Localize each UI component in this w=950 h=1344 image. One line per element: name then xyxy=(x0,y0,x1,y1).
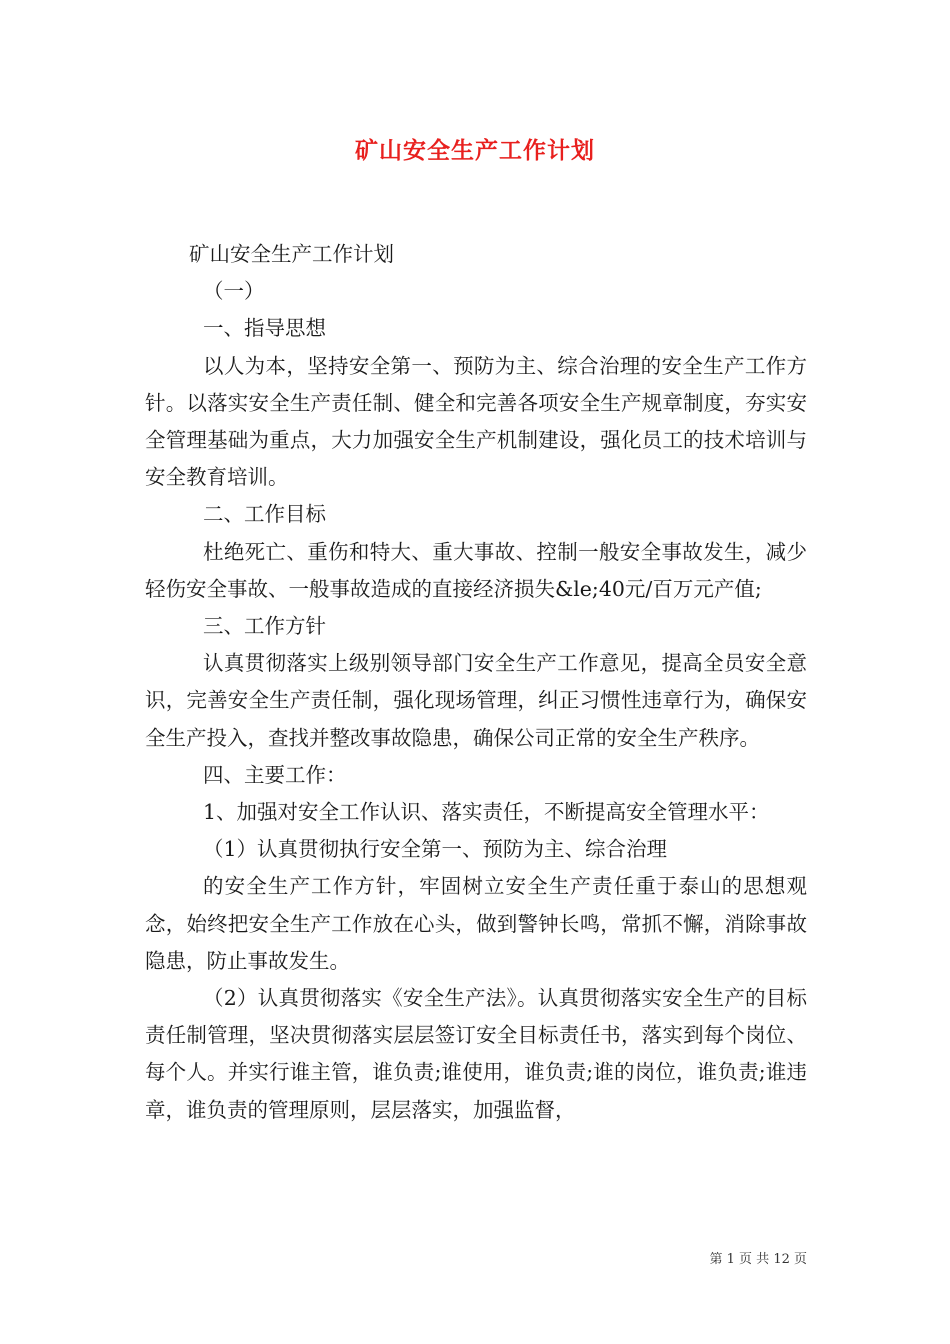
sub-item-2: （2）认真贯彻落实《安全生产法》。认真贯彻落实安全生产的目标责任制管理，坚决贯彻落实层层签订安全目标责任书，落实到每个岗位、每个人。并实行谁主管，谁负责;谁使用，谁负责;谁的岗位，谁负责;谁违章，谁负责的管理原则，层层落实，加强监督， xyxy=(145,986,807,1122)
sub-item-1-body: 的安全生产工作方针，牢固树立安全生产责任重于泰山的思想观念，始终把安全生产工作放在心头，做到警钟长鸣，常抓不懈，消除事故隐患，防止事故发生。 xyxy=(145,874,807,973)
document-title: 矿山安全生产工作计划 xyxy=(355,137,595,164)
section-heading-work-goals: 二、工作目标 xyxy=(203,502,326,527)
sub-item-1-lead: （1）认真贯彻执行安全第一、预防为主、综合治理 xyxy=(203,837,668,862)
document-body xyxy=(145,236,807,1129)
paragraph-subtitle: 矿山安全生产工作计划 xyxy=(189,242,394,266)
paragraph-guiding-ideology: 以人为本，坚持安全第一、预防为主、综合治理的安全生产工作方针。以落实安全生产责任制、健全和完善各项安全生产规章制度，夯实安全管理基础为重点，大力加强安全生产机制建设，强化员工的技术培训与安全教育培训。 xyxy=(145,353,807,490)
list-item-1: 1、加强对安全工作认识、落实责任，不断提高安全管理水平： xyxy=(203,800,770,825)
paragraph-part-number: （一） xyxy=(203,279,265,304)
section-heading-work-policy: 三、工作方针 xyxy=(203,614,326,639)
paragraph-work-policy: 认真贯彻落实上级别领导部门安全生产工作意见，提高全员安全意识，完善安全生产责任制，强化现场管理，纠正习惯性违章行为，确保安全生产投入，查找并整改事故隐患，确保公司正常的安全生产秩序。 xyxy=(145,651,807,750)
section-heading-main-work: 四、主要工作： xyxy=(203,762,347,787)
section-heading-guiding-ideology: 一、指导思想 xyxy=(203,316,326,341)
page-number-indicator: 第 1 页 共 12 页 xyxy=(709,1252,807,1267)
paragraph-work-goals: 杜绝死亡、重伤和特大、重大事故、控制一般安全事故发生，减少轻伤安全事故、一般事故造成的直接经济损失&le;40元/百万元产值; xyxy=(145,539,807,601)
